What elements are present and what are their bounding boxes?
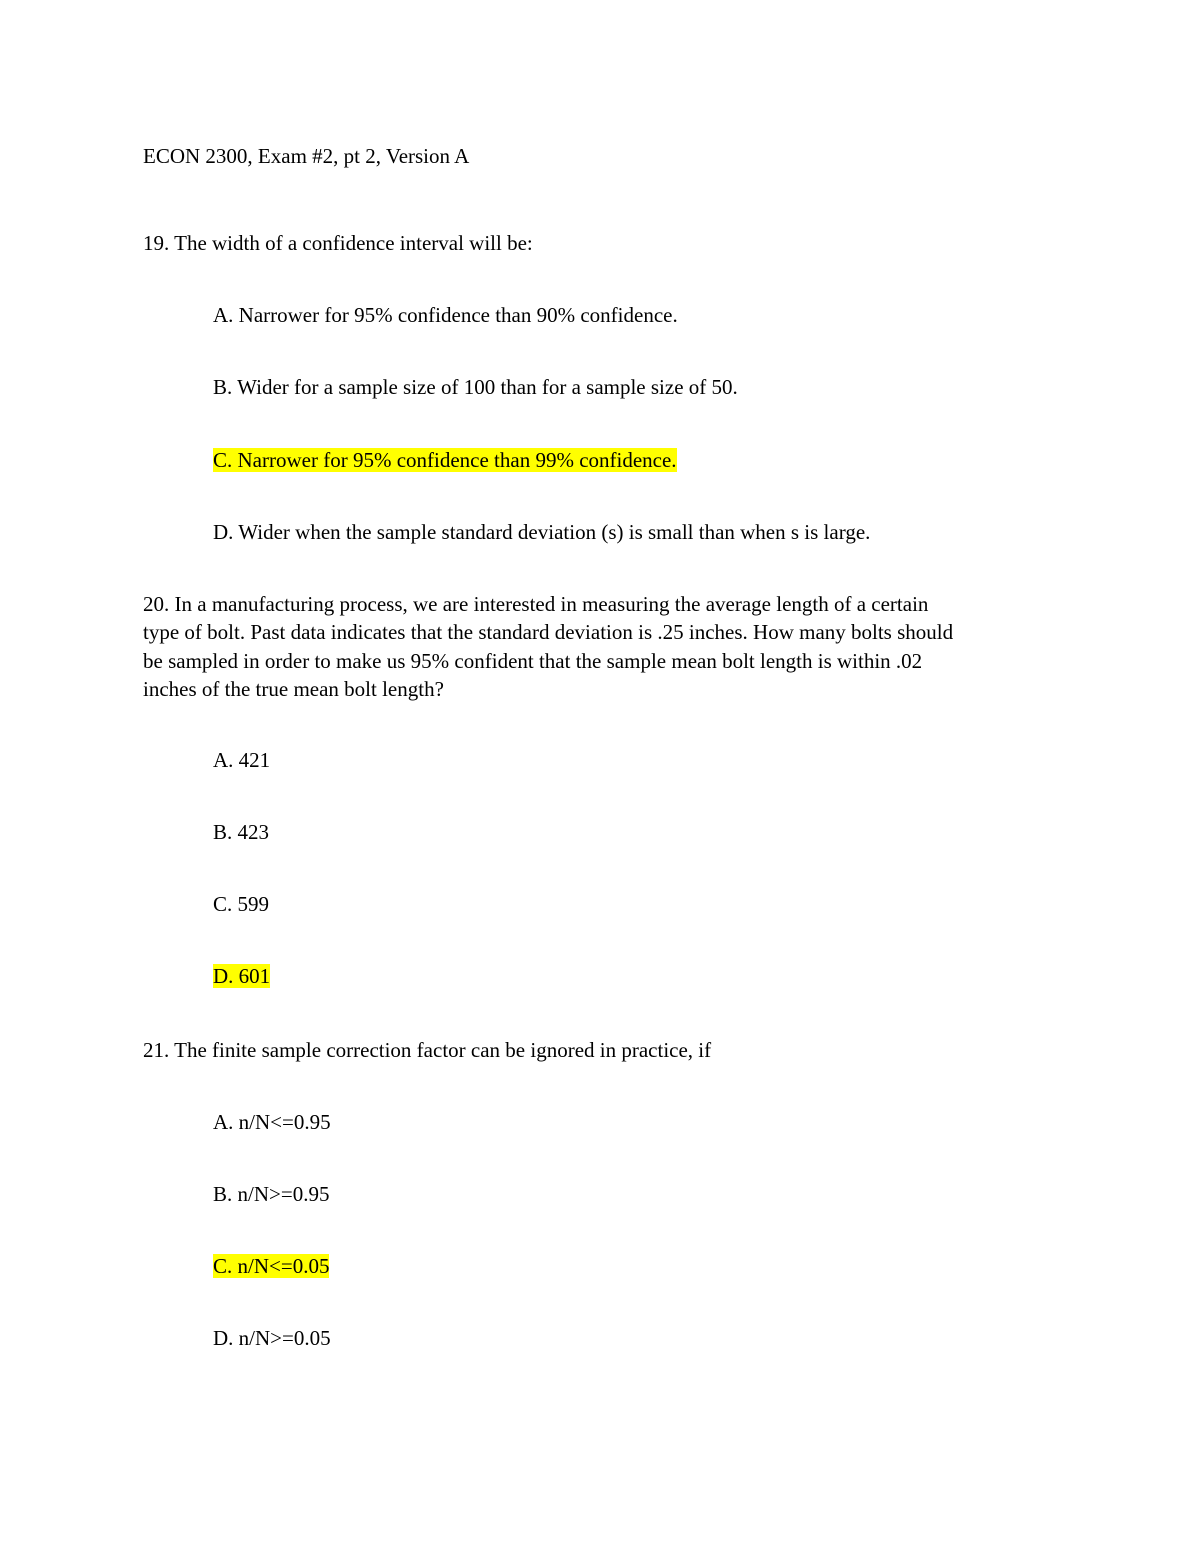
question-19-option-b bbox=[213, 373, 738, 401]
question-20-option-a bbox=[213, 746, 270, 774]
question-20-stem-line-1: 20. In a manufacturing process, we are interested in measuring the average length of a certain bbox=[143, 592, 929, 616]
question-19-option-a bbox=[213, 301, 678, 329]
question-20-stem-line-3: be sampled in order to make us 95% confident that the sample mean bolt length is within .02 bbox=[143, 649, 923, 673]
option-text: A. 421 bbox=[213, 748, 271, 772]
option-text: D. n/N>=0.05 bbox=[213, 1326, 331, 1350]
question-20-option-d-highlighted bbox=[213, 962, 270, 990]
question-20-stem-line-2: type of bolt. Past data indicates that the standard deviation is .25 inches. How many bolts should bbox=[143, 620, 954, 644]
question-19-stem: 19. The width of a confidence interval will be: bbox=[143, 231, 533, 255]
question-19-option-d bbox=[213, 518, 870, 546]
option-text: C. Narrower for 95% confidence than 99% confidence. bbox=[213, 448, 677, 472]
option-text: A. n/N<=0.95 bbox=[213, 1110, 331, 1134]
question-19-option-c-highlighted bbox=[213, 446, 677, 474]
option-text: B. n/N>=0.95 bbox=[213, 1182, 330, 1206]
option-text: C. 599 bbox=[213, 892, 270, 916]
question-21-option-c-highlighted bbox=[213, 1252, 329, 1280]
question-21-stem: 21. The finite sample correction factor can be ignored in practice, if bbox=[143, 1038, 712, 1062]
question-21-option-b bbox=[213, 1180, 329, 1208]
option-text: B. Wider for a sample size of 100 than for a sample size of 50. bbox=[213, 375, 738, 399]
question-21-option-d bbox=[213, 1324, 331, 1352]
question-21-option-a bbox=[213, 1108, 331, 1136]
option-text: C. n/N<=0.05 bbox=[213, 1254, 330, 1278]
option-text: B. 423 bbox=[213, 820, 270, 844]
option-text: D. 601 bbox=[213, 964, 271, 988]
option-text: A. Narrower for 95% confidence than 90% confidence. bbox=[213, 303, 678, 327]
question-20-stem-line-4: inches of the true mean bolt length? bbox=[143, 677, 444, 701]
question-20-option-c bbox=[213, 890, 269, 918]
option-text: D. Wider when the sample standard deviation (s) is small than when s is large. bbox=[213, 520, 871, 544]
exam-title: ECON 2300, Exam #2, pt 2, Version A bbox=[143, 144, 470, 168]
question-20-option-b bbox=[213, 818, 269, 846]
